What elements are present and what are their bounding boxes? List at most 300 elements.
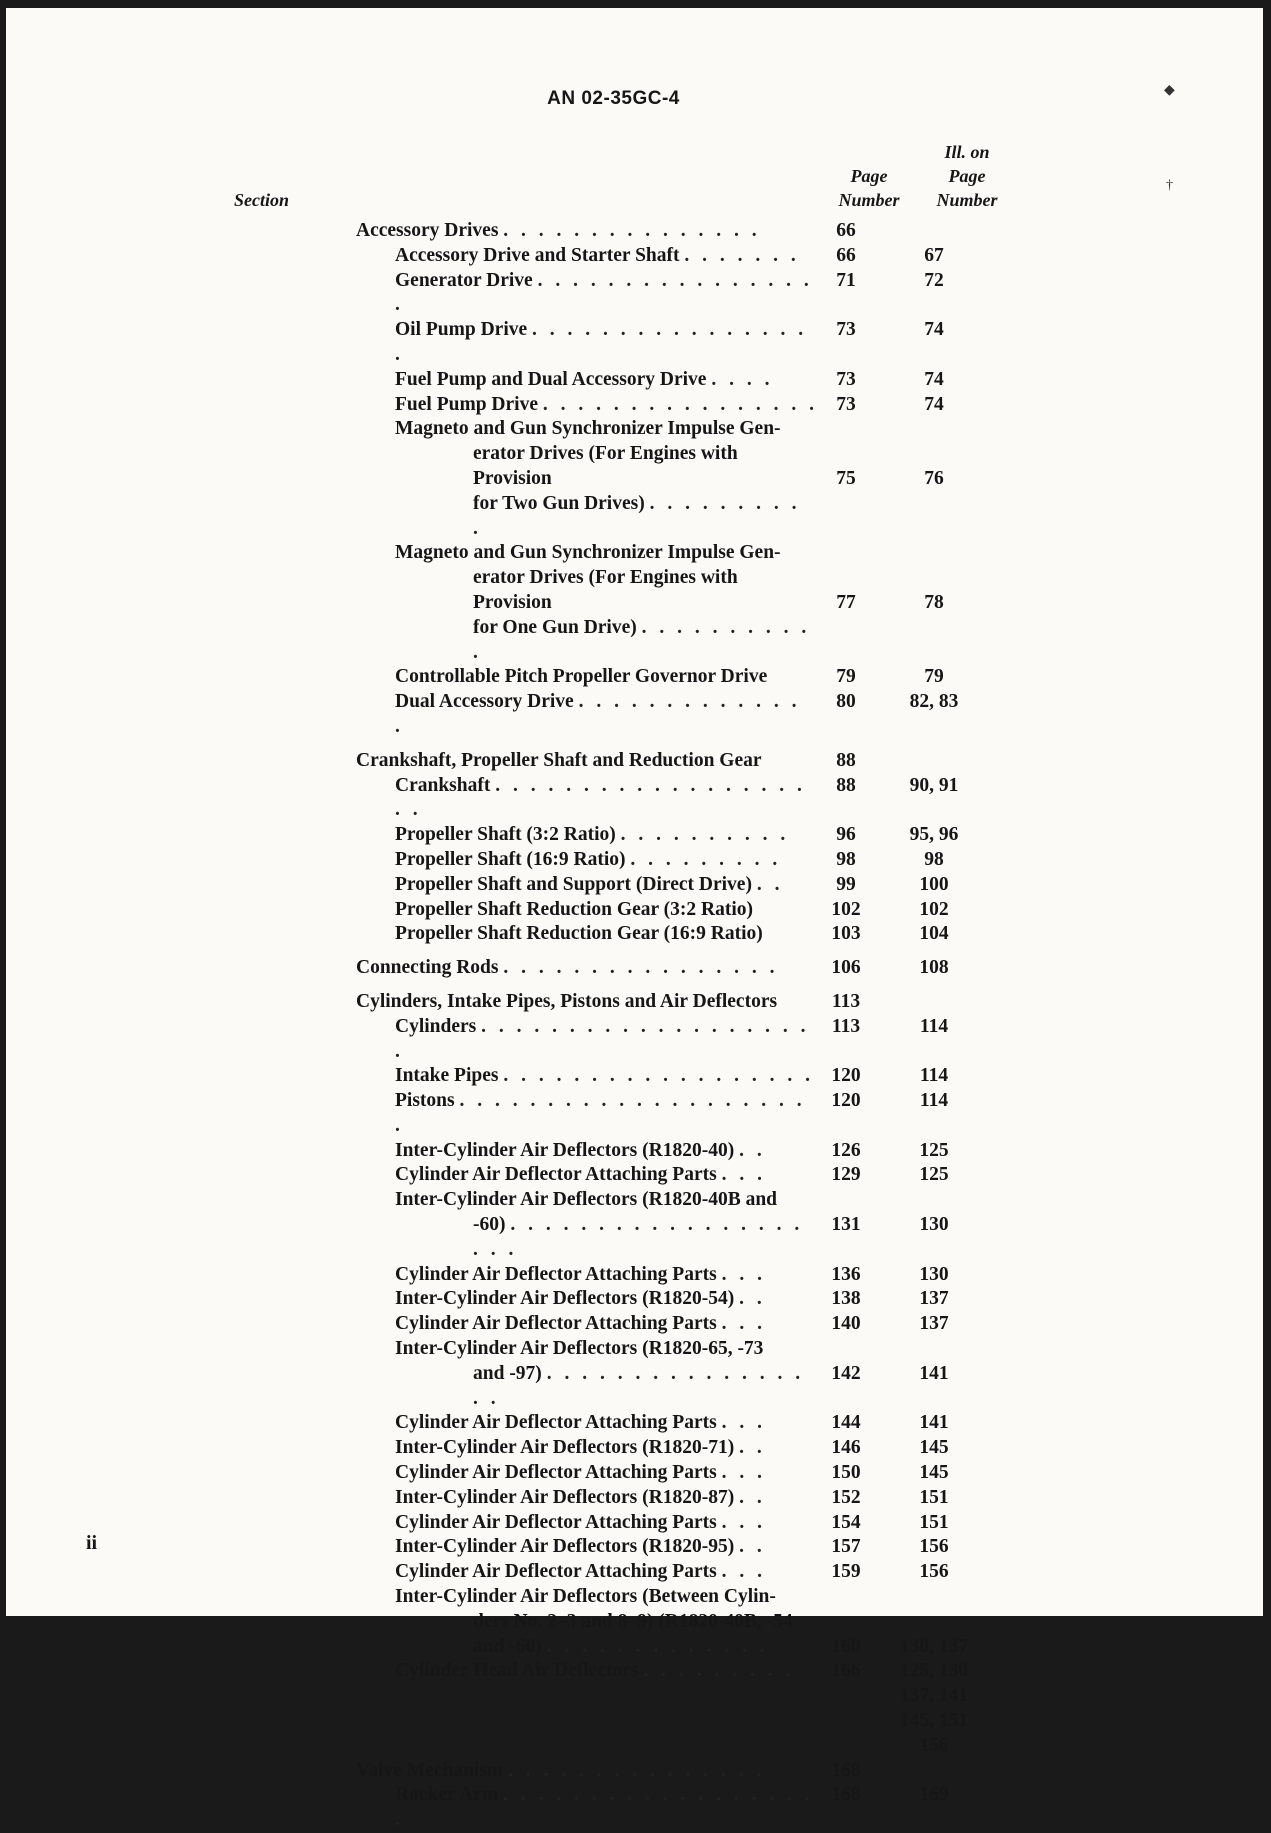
toc-entry-title-text: for One Gun Drive) bbox=[473, 616, 637, 638]
toc-ill-page-number bbox=[874, 1635, 994, 1660]
toc-entry-title bbox=[356, 1659, 818, 1684]
toc-ill-page-value: 114 bbox=[919, 1090, 949, 1112]
toc-ill-page-value: 130, 137 bbox=[899, 1635, 969, 1657]
toc-entry-title bbox=[356, 1089, 818, 1139]
toc-entry-title-text: Accessory Drive and Starter Shaft bbox=[395, 244, 680, 266]
toc-entry-title-text: and -97) bbox=[473, 1362, 542, 1384]
toc-page-number: 88 bbox=[836, 774, 856, 796]
dot-leader: . . . . bbox=[711, 368, 774, 390]
toc-entry-title-line bbox=[395, 1411, 818, 1436]
toc-page-number: 75 bbox=[836, 467, 856, 489]
toc-entry-title-line bbox=[395, 1337, 818, 1362]
toc-page-number: 113 bbox=[831, 1015, 861, 1037]
toc-subentry bbox=[356, 898, 996, 923]
toc-section-entry bbox=[356, 749, 996, 774]
toc-page-number: 120 bbox=[831, 1090, 861, 1112]
toc-entry-title bbox=[356, 665, 818, 690]
toc-ill-page-value: 156 bbox=[919, 1536, 949, 1558]
toc-page-number: 71 bbox=[836, 269, 856, 291]
toc-subentry bbox=[356, 1560, 996, 1585]
toc-ill-page-value: 156 bbox=[919, 1561, 949, 1583]
toc-entry-title-text: Crankshaft bbox=[395, 774, 491, 796]
toc-entry-title bbox=[356, 1015, 818, 1065]
toc-page-number: 159 bbox=[831, 1561, 861, 1583]
toc-entry-title-line bbox=[395, 1535, 818, 1560]
toc-subentry bbox=[356, 318, 996, 368]
dot-leader: . . . bbox=[721, 1412, 766, 1434]
toc-ill-page-number bbox=[874, 1312, 994, 1337]
toc-ill-page-value: 72 bbox=[924, 269, 944, 291]
toc-entry-title-line bbox=[395, 1783, 818, 1833]
toc-entry-title-line bbox=[395, 566, 818, 616]
dot-leader: . . bbox=[739, 1486, 766, 1508]
column-header-ill-line1: Ill. on bbox=[944, 142, 990, 162]
toc-entry-title bbox=[356, 848, 818, 873]
toc-entry-title-text: Inter-Cylinder Air Deflectors (R1820-87) bbox=[395, 1486, 735, 1508]
toc-entry-title-text: Cylinder Head Air Deflectors bbox=[395, 1660, 639, 1682]
column-header-ill-page-number bbox=[912, 140, 1022, 212]
toc-entry-title-line bbox=[395, 690, 818, 740]
toc-entry-title bbox=[356, 318, 818, 368]
toc-entry-title bbox=[356, 1337, 818, 1411]
toc-subentry bbox=[356, 1486, 996, 1511]
toc-page-number: 140 bbox=[831, 1313, 861, 1335]
toc-entry-title-line bbox=[395, 269, 818, 319]
toc-entry-title bbox=[356, 1560, 818, 1585]
toc-ill-page-value: 95, 96 bbox=[909, 824, 959, 846]
dot-leader: . . . . . . . bbox=[684, 244, 800, 266]
toc-page-number: 73 bbox=[836, 393, 856, 415]
toc-ill-page-number bbox=[874, 956, 994, 981]
toc-page-number: 138 bbox=[831, 1288, 861, 1310]
toc-subentry bbox=[356, 1436, 996, 1461]
toc-entry-title bbox=[356, 749, 818, 774]
toc-entry-title-text: Magneto and Gun Synchronizer Impulse Gen- bbox=[395, 542, 781, 564]
toc-entry-title-line bbox=[395, 774, 818, 824]
toc-entry-title-line bbox=[395, 1213, 818, 1263]
toc-entry-title-line bbox=[395, 848, 818, 873]
toc-ill-page-value: 145 bbox=[919, 1462, 949, 1484]
toc-entry-title-line bbox=[356, 1759, 818, 1784]
toc-entry-title bbox=[356, 368, 818, 393]
toc-entry-title-text: Inter-Cylinder Air Deflectors (R1820-95) bbox=[395, 1536, 735, 1558]
toc-subentry bbox=[356, 1139, 996, 1164]
toc-ill-page-number bbox=[874, 665, 994, 690]
toc-subentry bbox=[356, 1312, 996, 1337]
toc-subentry bbox=[356, 1337, 996, 1411]
toc-entry-title-text: Generator Drive bbox=[395, 269, 533, 291]
toc-ill-page-value: 98 bbox=[924, 848, 944, 870]
toc-ill-page-number bbox=[874, 1461, 994, 1486]
toc-ill-page-number bbox=[874, 1213, 994, 1238]
toc-page-number: 146 bbox=[831, 1437, 861, 1459]
dot-leader: . . . . . . . . . . . . . . . . . bbox=[473, 1362, 805, 1409]
dot-leader: . . . . . . . . . . . . . bbox=[546, 1635, 769, 1657]
toc-subentry bbox=[356, 823, 996, 848]
toc-entry-title-text: Oil Pump Drive bbox=[395, 319, 528, 341]
toc-entry-title-text: and -60) bbox=[473, 1635, 542, 1657]
binding-mark: ◆ bbox=[1164, 83, 1175, 98]
toc-subentry bbox=[356, 541, 996, 665]
toc-ill-page-number bbox=[874, 467, 994, 492]
toc-ill-page-number bbox=[874, 922, 994, 947]
toc-ill-page-value: 151 bbox=[919, 1511, 949, 1533]
toc-ill-page-value: 74 bbox=[924, 319, 944, 341]
toc-entry-title-text: Magneto and Gun Synchronizer Impulse Gen- bbox=[395, 418, 781, 440]
toc-entry-title-text: Cylinder Air Deflector Attaching Parts bbox=[395, 1561, 717, 1583]
toc-entry-title-text: Pistons bbox=[395, 1090, 455, 1112]
toc-ill-page-value: 145 bbox=[919, 1437, 949, 1459]
toc-ill-page-number bbox=[874, 368, 994, 393]
toc-entry-title-text: Fuel Pump Drive bbox=[395, 393, 538, 415]
toc-ill-page-number bbox=[874, 1287, 994, 1312]
dot-leader: . . . . . . . . . . bbox=[620, 824, 790, 846]
toc-ill-page-value: 100 bbox=[919, 873, 949, 895]
toc-entry-title bbox=[356, 823, 818, 848]
toc-entry-title-line bbox=[395, 1362, 818, 1412]
dot-leader: . . . . . . . . . . . . . . . . . . bbox=[503, 1065, 814, 1087]
toc-ill-page-value: 137 bbox=[919, 1313, 949, 1335]
toc-entry-title bbox=[356, 898, 818, 923]
toc-entry-title bbox=[356, 1312, 818, 1337]
dot-leader: . . . . . . . . . . . . . . . . . bbox=[395, 269, 813, 316]
toc-entry-title bbox=[356, 1188, 818, 1262]
dot-leader: . . . . . . . . . . . . . . . . . bbox=[395, 319, 808, 365]
dot-leader: . . . bbox=[721, 1462, 766, 1484]
toc-entry-title-line bbox=[395, 1436, 818, 1461]
dot-leader: . . . . . . . . . . . . . . . bbox=[508, 1759, 766, 1781]
toc-ill-page-number bbox=[874, 1064, 994, 1089]
toc-ill-page-number bbox=[874, 848, 994, 873]
dot-leader: . . . . . . . . . . . . . . . . . . . . bbox=[395, 774, 806, 821]
toc-section-entry bbox=[356, 1759, 996, 1784]
toc-entry-title-text: Intake Pipes bbox=[395, 1065, 499, 1087]
toc-subentry bbox=[356, 393, 996, 418]
toc-entry-title-text: -60) bbox=[473, 1214, 506, 1236]
toc-entry-title-line bbox=[395, 1461, 818, 1486]
toc-entry-title-text: Propeller Shaft Reduction Gear (16:9 Ratio) bbox=[395, 923, 763, 945]
toc-entry-title-text: Inter-Cylinder Air Deflectors (R1820-65, -73 bbox=[395, 1338, 764, 1360]
toc-page-number: 144 bbox=[831, 1412, 861, 1434]
toc-entry-title bbox=[356, 1759, 818, 1784]
toc-page-number: 168 bbox=[831, 1759, 861, 1781]
dot-leader: . . . . . . . . . . . . . . . . . . . . bbox=[395, 1015, 810, 1062]
toc-entry-title bbox=[356, 1436, 818, 1461]
dot-leader: . . bbox=[739, 1288, 766, 1310]
toc-page-number: 166 bbox=[831, 1660, 861, 1682]
toc-entry-title-line bbox=[395, 1064, 818, 1089]
toc-ill-page-value: 90, 91 bbox=[909, 774, 959, 796]
toc-ill-page-number bbox=[874, 1015, 994, 1040]
toc-entry-title-text: Controllable Pitch Propeller Governor Drive bbox=[395, 666, 768, 688]
toc-subentry bbox=[356, 244, 996, 269]
toc-entry-title-text: Propeller Shaft and Support (Direct Drive) bbox=[395, 873, 752, 895]
toc-ill-page-number bbox=[874, 1535, 994, 1560]
toc-section-entry bbox=[356, 956, 996, 981]
dot-leader: . . bbox=[739, 1139, 766, 1161]
toc-subentry bbox=[356, 269, 996, 319]
toc-page-number: 136 bbox=[831, 1263, 861, 1285]
toc-ill-page-value: 114 bbox=[919, 1065, 949, 1087]
column-header-ill-line2: Page bbox=[948, 166, 986, 186]
toc-entry-title-text: Dual Accessory Drive bbox=[395, 691, 574, 713]
toc-entry-title-line bbox=[395, 1139, 818, 1164]
toc-entry-title-text: Cylinder Air Deflector Attaching Parts bbox=[395, 1313, 717, 1335]
toc-subentry bbox=[356, 1263, 996, 1288]
toc-entry-title bbox=[356, 269, 818, 319]
toc-subentry bbox=[356, 1659, 996, 1756]
toc-ill-page-value: 137, 141 bbox=[899, 1685, 969, 1707]
toc-entry-title-text: erator Drives (For Engines with Provision bbox=[473, 567, 738, 613]
toc-subentry bbox=[356, 665, 996, 690]
toc-ill-page-value: 130 bbox=[919, 1263, 949, 1285]
toc-entry-title-text: Inter-Cylinder Air Deflectors (R1820-71) bbox=[395, 1437, 735, 1459]
toc-entry-title-line bbox=[395, 1560, 818, 1585]
toc-ill-page-number bbox=[874, 393, 994, 418]
toc-entry-title bbox=[356, 1163, 818, 1188]
toc-entry-title bbox=[356, 244, 818, 269]
toc-ill-page-number bbox=[874, 1783, 994, 1808]
toc-page-number: 88 bbox=[836, 749, 856, 771]
toc-page-number: 77 bbox=[836, 591, 856, 613]
toc-entry-title-text: Cylinder Air Deflector Attaching Parts bbox=[395, 1164, 717, 1186]
toc-page-number: 113 bbox=[831, 990, 861, 1012]
toc-page-number: 106 bbox=[831, 957, 861, 979]
toc-ill-page-number bbox=[874, 1486, 994, 1511]
toc-ill-page-number bbox=[874, 1511, 994, 1536]
toc-entry-title bbox=[356, 1486, 818, 1511]
toc-subentry bbox=[356, 417, 996, 541]
toc-ill-page-value: 141 bbox=[919, 1412, 949, 1434]
document-id: AN 02-35GC-4 bbox=[547, 88, 680, 109]
toc-entry-title-text: Propeller Shaft (16:9 Ratio) bbox=[395, 848, 626, 870]
toc-entry-title-line bbox=[395, 1015, 818, 1065]
toc-entry-title-text: Cylinder Air Deflector Attaching Parts bbox=[395, 1462, 717, 1484]
toc-ill-page-value: 151 bbox=[919, 1486, 949, 1508]
column-header-section: Section bbox=[234, 190, 290, 210]
toc-ill-page-value: 82, 83 bbox=[909, 691, 959, 713]
dot-leader: . . . . . . . . . . . . . . bbox=[395, 691, 801, 737]
toc-entry-title-text: Cylinders, Intake Pipes, Pistons and Air Deflectors bbox=[356, 990, 778, 1012]
toc-entry-title bbox=[356, 393, 818, 418]
toc-page-number: 152 bbox=[831, 1486, 861, 1508]
column-header-page-line1: Page bbox=[850, 166, 888, 186]
toc-entry-title-line bbox=[395, 442, 818, 492]
toc-ill-page-number bbox=[874, 1263, 994, 1288]
toc-entry-title-line bbox=[395, 1511, 818, 1536]
toc-entry-title bbox=[356, 990, 818, 1015]
toc-entry-title bbox=[356, 1535, 818, 1560]
toc-entry-title-text: Connecting Rods bbox=[356, 957, 499, 979]
toc-entry-title bbox=[356, 873, 818, 898]
toc-page-number: 80 bbox=[836, 691, 856, 713]
toc-subentry bbox=[356, 1511, 996, 1536]
toc-subentry bbox=[356, 1163, 996, 1188]
toc-entry-title-line bbox=[395, 1188, 818, 1213]
toc-ill-page-number bbox=[874, 1436, 994, 1461]
dot-leader: . . bbox=[739, 1536, 766, 1558]
toc-entry-title-line bbox=[395, 318, 818, 368]
toc-page-number: 157 bbox=[831, 1536, 861, 1558]
toc-ill-page-value: 74 bbox=[924, 368, 944, 390]
toc-ill-page-number bbox=[874, 1659, 994, 1758]
toc-entry-title bbox=[356, 922, 818, 947]
toc-subentry bbox=[356, 1783, 996, 1833]
dot-leader: . . . . . . . . . . . bbox=[473, 616, 811, 663]
toc-entry-title bbox=[356, 1783, 818, 1833]
binding-mark-2: † bbox=[1166, 178, 1173, 193]
toc-ill-page-value: 156 bbox=[919, 1734, 949, 1756]
toc-page-number: 79 bbox=[836, 666, 856, 688]
dot-leader: . . bbox=[739, 1437, 766, 1459]
toc-entry-title-line bbox=[356, 956, 818, 981]
toc-entry-title-text: Inter-Cylinder Air Deflectors (R1820-40) bbox=[395, 1139, 735, 1161]
toc-entry-title-line bbox=[395, 368, 818, 393]
toc-entry-title-line bbox=[395, 1486, 818, 1511]
toc-ill-page-value: 76 bbox=[924, 467, 944, 489]
toc-ill-page-value: 145, 151 bbox=[899, 1710, 969, 1732]
toc-subentry bbox=[356, 368, 996, 393]
toc-entry-title-text: Cylinder Air Deflector Attaching Parts bbox=[395, 1263, 717, 1285]
toc-subentry bbox=[356, 1188, 996, 1262]
toc-page-number: 142 bbox=[831, 1362, 861, 1384]
toc-subentry bbox=[356, 690, 996, 740]
toc-entry-title-line bbox=[395, 823, 818, 848]
toc-ill-page-number bbox=[874, 774, 994, 799]
toc-page-number: 103 bbox=[831, 923, 861, 945]
toc-entry-title bbox=[356, 1461, 818, 1486]
toc-entry-title bbox=[356, 1411, 818, 1436]
column-header-page-line2: Number bbox=[838, 190, 900, 210]
toc-entry-title-text: Rocker Arm bbox=[395, 1784, 499, 1806]
toc-subentry bbox=[356, 1015, 996, 1065]
toc-entry-title-line bbox=[395, 1312, 818, 1337]
table-of-contents bbox=[356, 219, 996, 1833]
toc-subentry bbox=[356, 1411, 996, 1436]
column-header-ill-line3: Number bbox=[936, 190, 998, 210]
page-folio: ii bbox=[86, 1532, 98, 1554]
toc-subentry bbox=[356, 848, 996, 873]
toc-page-number: 73 bbox=[836, 319, 856, 341]
dot-leader: . . . bbox=[721, 1164, 766, 1186]
toc-subentry bbox=[356, 1287, 996, 1312]
toc-ill-page-number bbox=[874, 1089, 994, 1114]
toc-section-entry bbox=[356, 990, 996, 1015]
dot-leader: . . . . . . . . . . . . . . . bbox=[503, 220, 761, 241]
toc-page-number: 66 bbox=[836, 220, 856, 241]
toc-page-number: 160 bbox=[831, 1635, 861, 1657]
toc-entry-title-text: erator Drives (For Engines with Provision bbox=[473, 443, 738, 489]
toc-page-number: 99 bbox=[836, 873, 856, 895]
toc-entry-title-line bbox=[395, 1659, 818, 1684]
toc-entry-title-text: Cylinder Air Deflector Attaching Parts bbox=[395, 1412, 717, 1434]
dot-leader: . . . bbox=[721, 1263, 766, 1285]
toc-ill-page-number bbox=[874, 269, 994, 294]
toc-entry-title-text: Crankshaft, Propeller Shaft and Reduction Gear bbox=[356, 749, 762, 771]
toc-entry-title-line bbox=[395, 873, 818, 898]
toc-entry-title bbox=[356, 774, 818, 824]
toc-ill-page-number bbox=[874, 1163, 994, 1188]
toc-ill-page-value: 114 bbox=[919, 1015, 949, 1037]
toc-ill-page-value: 169 bbox=[919, 1784, 949, 1806]
toc-subentry bbox=[356, 774, 996, 824]
dot-leader: . . . . . . . . . . . . . . . . . . . bbox=[395, 1784, 814, 1831]
toc-entry-title bbox=[356, 219, 818, 244]
toc-page-number: 120 bbox=[831, 1065, 861, 1087]
toc-ill-page-value: 125 bbox=[919, 1139, 949, 1161]
toc-ill-page-value: 79 bbox=[924, 666, 944, 688]
toc-ill-page-value: 108 bbox=[919, 957, 949, 979]
dot-leader: . . . . . . . . . . . . . . . . . . . . bbox=[473, 1214, 804, 1260]
toc-ill-page-number bbox=[874, 1560, 994, 1585]
toc-entry-title-line bbox=[395, 492, 818, 542]
toc-entry-title-line bbox=[395, 616, 818, 666]
toc-entry-title-line bbox=[395, 1610, 818, 1635]
toc-ill-page-value: 137 bbox=[919, 1288, 949, 1310]
dot-leader: . . . . . . . . . . . . . . . . bbox=[503, 957, 779, 979]
toc-ill-page-number bbox=[874, 1139, 994, 1164]
column-header-page-number bbox=[814, 164, 924, 212]
toc-entry-title-text: Inter-Cylinder Air Deflectors (R1820-40B and bbox=[395, 1189, 778, 1211]
toc-subentry bbox=[356, 922, 996, 947]
toc-ill-page-number bbox=[874, 823, 994, 848]
toc-subentry bbox=[356, 1064, 996, 1089]
dot-leader: . . bbox=[756, 873, 784, 895]
toc-entry-title-line bbox=[395, 1635, 818, 1660]
toc-ill-page-value: 130 bbox=[919, 1214, 949, 1236]
toc-page-number: 102 bbox=[831, 898, 861, 920]
toc-ill-page-number bbox=[874, 898, 994, 923]
toc-entry-title-line bbox=[356, 219, 818, 244]
toc-entry-title-line bbox=[395, 1263, 818, 1288]
toc-ill-page-number bbox=[874, 1411, 994, 1436]
toc-entry-title-line bbox=[395, 393, 818, 418]
toc-entry-title-line bbox=[395, 1089, 818, 1139]
toc-entry-title bbox=[356, 1287, 818, 1312]
toc-ill-page-value: 74 bbox=[924, 393, 944, 415]
toc-ill-page-number bbox=[874, 873, 994, 898]
toc-entry-title-text: Propeller Shaft (3:2 Ratio) bbox=[395, 824, 616, 846]
toc-page-number: 96 bbox=[836, 824, 856, 846]
dot-leader: . . . bbox=[721, 1561, 766, 1583]
toc-entry-title-text: ders No. 2–3 and 8–9) (R1820-40B, -54 bbox=[473, 1610, 793, 1632]
toc-entry-title bbox=[356, 417, 818, 541]
dot-leader: . . . . . . . . . bbox=[643, 1660, 795, 1682]
toc-entry-title bbox=[356, 1585, 818, 1659]
toc-page-number: 126 bbox=[831, 1139, 861, 1161]
toc-page-number: 131 bbox=[831, 1214, 861, 1236]
dot-leader: . . . bbox=[721, 1511, 766, 1533]
toc-entry-title-line bbox=[395, 922, 818, 947]
toc-entry-title-text: for Two Gun Drives) bbox=[473, 492, 645, 514]
toc-entry-title-line bbox=[395, 665, 818, 690]
toc-ill-page-number bbox=[874, 1362, 994, 1387]
toc-entry-title-line bbox=[356, 990, 818, 1015]
toc-entry-title bbox=[356, 541, 818, 665]
toc-ill-page-number bbox=[874, 690, 994, 715]
toc-ill-page-value: 102 bbox=[919, 898, 949, 920]
toc-entry-title bbox=[356, 1064, 818, 1089]
toc-ill-page-number bbox=[874, 244, 994, 269]
toc-ill-page-value: 67 bbox=[924, 244, 944, 266]
toc-page-number: 66 bbox=[836, 244, 856, 266]
dot-leader: . . . . . . . . . . . . . . . . bbox=[542, 393, 818, 415]
toc-ill-page-number bbox=[874, 318, 994, 343]
dot-leader: . . . bbox=[721, 1313, 766, 1335]
dot-leader: . . . . . . . . . . bbox=[473, 492, 801, 539]
toc-entry-title bbox=[356, 1263, 818, 1288]
toc-page-number: 73 bbox=[836, 368, 856, 390]
